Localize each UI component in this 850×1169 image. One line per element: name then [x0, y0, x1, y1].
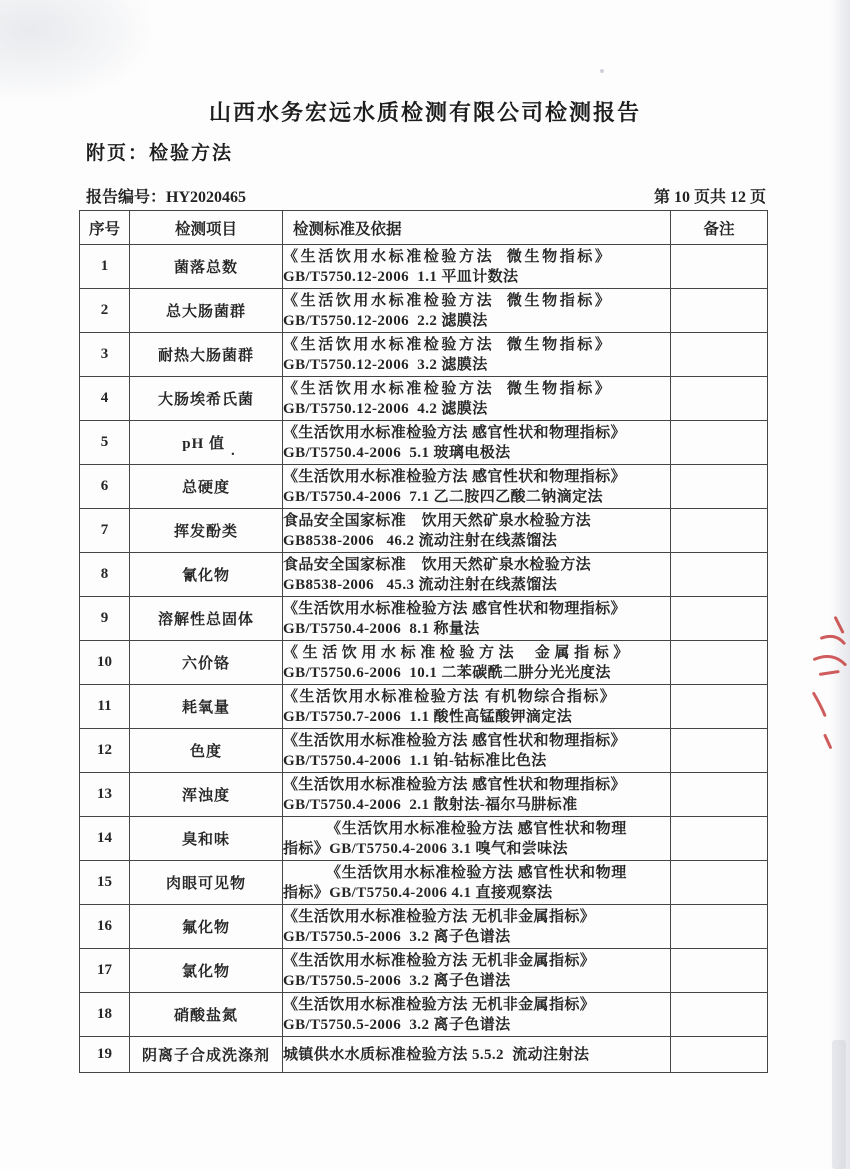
row-number-cell: 14: [80, 817, 130, 861]
remark-cell: [671, 949, 768, 993]
test-item-cell: [130, 861, 283, 905]
remark-cell: [671, 729, 768, 773]
table-row: [80, 597, 768, 641]
row-number-cell: 13: [80, 773, 130, 817]
standard-cell: [283, 993, 671, 1037]
standard-line: GB/T5750.7-2006 1.1 酸性高锰酸钾滴定法: [283, 708, 573, 725]
column-header-no: 序号: [80, 211, 130, 245]
standard-cell: [283, 817, 671, 861]
remark-cell: [671, 377, 768, 421]
standard-line: 指标》GB/T5750.4-2006 3.1 嗅气和尝味法: [283, 840, 568, 857]
row-number-cell: 12: [80, 729, 130, 773]
standard-cell: [283, 465, 671, 509]
table-header-row: [80, 211, 768, 245]
standard-line: GB/T5750.12-2006 3.2 滤膜法: [283, 356, 488, 373]
standard-line: 《生活饮用水标准检验方法 感官性状和物理指标》: [283, 468, 626, 485]
remark-cell: [671, 245, 768, 289]
table-row: [80, 333, 768, 377]
remark-cell: [671, 553, 768, 597]
table-row: [80, 421, 768, 465]
test-item-label: 臭和味: [181, 832, 230, 848]
remark-cell: [671, 421, 768, 465]
standard-line: 《生活饮用水标准检验方法 感官性状和物理: [326, 820, 627, 837]
test-item-cell: [130, 333, 283, 377]
standard-cell: [283, 729, 671, 773]
row-number-cell: 3: [80, 333, 130, 377]
test-item-cell: [130, 641, 283, 685]
test-item-cell: [130, 245, 283, 289]
test-item-label: 挥发酚类: [173, 524, 238, 540]
red-stamp-mark: [786, 610, 850, 760]
standard-line: GB/T5750.4-2006 7.1 乙二胺四乙酸二钠滴定法: [283, 488, 603, 505]
remark-cell: [671, 641, 768, 685]
test-item-label: 菌落总数: [173, 260, 238, 276]
remark-cell: [671, 685, 768, 729]
test-item-cell: [130, 905, 283, 949]
standard-cell: [283, 949, 671, 993]
standard-cell: [283, 773, 671, 817]
standard-line: 《生活饮用水标准检验方法 微生物指标》: [283, 248, 613, 265]
scan-edge-band: [830, 0, 850, 1169]
test-item-cell: [130, 553, 283, 597]
remark-cell: [671, 289, 768, 333]
row-number-cell: 7: [80, 509, 130, 553]
standard-line: 《生活饮用水标准检验方法 感官性状和物理指标》: [283, 424, 626, 441]
test-item-cell: [130, 729, 283, 773]
report-number: 报告编号：HY2020465: [86, 189, 247, 206]
standard-cell: [283, 421, 671, 465]
standard-cell: [283, 861, 671, 905]
standard-cell: [283, 685, 671, 729]
test-item-cell: [130, 949, 283, 993]
standard-line: 《生活饮用水标准检验方法 无机非金属指标》: [283, 952, 596, 969]
test-item-label: 耐热大肠菌群: [157, 348, 254, 364]
row-number-cell: 4: [80, 377, 130, 421]
column-header-standard: 检测标准及依据: [283, 211, 671, 245]
row-number-cell: 6: [80, 465, 130, 509]
test-item-label: 肉眼可见物: [165, 876, 246, 892]
standard-line: 《生活饮用水标准检验方法 无机非金属指标》: [283, 908, 596, 925]
remark-cell: [671, 993, 768, 1037]
test-item-label: 色度: [189, 744, 222, 760]
remark-cell: [671, 509, 768, 553]
table-row: [80, 949, 768, 993]
row-number-cell: 9: [80, 597, 130, 641]
row-number-cell: 11: [80, 685, 130, 729]
test-item-cell: [130, 685, 283, 729]
standard-line: GB/T5750.12-2006 1.1 平皿计数法: [283, 268, 519, 285]
test-item-cell: [130, 421, 283, 465]
table-row: [80, 905, 768, 949]
test-item-label: pH 值: [182, 436, 225, 452]
standard-line: GB/T5750.4-2006 8.1 称量法: [283, 620, 480, 637]
table-row: [80, 289, 768, 333]
column-header-remark: 备注: [671, 211, 768, 245]
standard-line: 《生活饮用水标准检验方法 金属指标》: [283, 644, 633, 661]
row-number-cell: 17: [80, 949, 130, 993]
remark-cell: [671, 861, 768, 905]
test-item-cell: [130, 289, 283, 333]
row-number-cell: 16: [80, 905, 130, 949]
standard-cell: [283, 597, 671, 641]
standard-line: 《生活饮用水标准检验方法 感官性状和物理: [326, 864, 627, 881]
test-item-cell: [130, 993, 283, 1037]
test-item-cell: [130, 817, 283, 861]
standard-cell: [283, 245, 671, 289]
standard-line: GB/T5750.4-2006 1.1 铂-钴标准比色法: [283, 752, 547, 769]
test-item-label: 大肠埃希氏菌: [157, 392, 254, 408]
standard-line: 城镇供水水质标准检验方法 5.5.2 流动注射法: [283, 1046, 590, 1063]
standard-line: 《生活饮用水标准检验方法 微生物指标》: [283, 380, 613, 397]
row-number-cell: 5: [80, 421, 130, 465]
standard-line: GB/T5750.5-2006 3.2 离子色谱法: [283, 1016, 511, 1033]
standard-line: GB/T5750.5-2006 3.2 离子色谱法: [283, 928, 511, 945]
test-item-label: 氯化物: [181, 964, 230, 980]
table-row: [80, 861, 768, 905]
standard-cell: [283, 509, 671, 553]
standard-line: GB/T5750.6-2006 10.1 二苯碳酰二肼分光光度法: [283, 664, 611, 681]
standard-line: 《生活饮用水标准检验方法 微生物指标》: [283, 336, 613, 353]
standard-line: 食品安全国家标准 饮用天然矿泉水检验方法: [283, 556, 592, 573]
test-item-cell: [130, 773, 283, 817]
test-item-cell: [130, 509, 283, 553]
table-row: [80, 245, 768, 289]
table-row: [80, 509, 768, 553]
test-item-label: 总大肠菌群: [165, 304, 246, 320]
standard-cell: [283, 553, 671, 597]
remark-cell: [671, 905, 768, 949]
standard-line: 《生活饮用水标准检验方法 无机非金属指标》: [283, 996, 596, 1013]
table-row: [80, 773, 768, 817]
standard-line: 《生活饮用水标准检验方法 感官性状和物理指标》: [283, 776, 626, 793]
row-number-cell: 19: [80, 1037, 130, 1073]
standard-line: GB/T5750.4-2006 5.1 玻璃电极法: [283, 444, 511, 461]
test-item-cell: [130, 377, 283, 421]
standard-cell: [283, 905, 671, 949]
row-number-cell: 15: [80, 861, 130, 905]
methods-table: [79, 210, 768, 1073]
standard-line: 《生活饮用水标准检验方法 感官性状和物理指标》: [283, 600, 626, 617]
stray-dot-mark: .: [231, 443, 236, 459]
standard-line: 《生活饮用水标准检验方法 感官性状和物理指标》: [283, 732, 626, 749]
scan-speck: [600, 69, 604, 73]
table-row: [80, 685, 768, 729]
test-item-label: 六价铬: [181, 656, 230, 672]
row-number-cell: 1: [80, 245, 130, 289]
test-item-label: 氰化物: [181, 568, 230, 584]
test-item-label: 浑浊度: [181, 788, 230, 804]
remark-cell: [671, 465, 768, 509]
remark-cell: [671, 817, 768, 861]
scan-smudge: [0, 0, 150, 100]
table-row: [80, 817, 768, 861]
remark-cell: [671, 1037, 768, 1073]
standard-line: 《生活饮用水标准检验方法 微生物指标》: [283, 292, 613, 309]
table-row: [80, 377, 768, 421]
row-number-cell: 2: [80, 289, 130, 333]
table-row: [80, 1037, 768, 1073]
table-row: [80, 729, 768, 773]
standard-line: GB8538-2006 45.3 流动注射在线蒸馏法: [283, 576, 558, 593]
row-number-cell: 10: [80, 641, 130, 685]
standard-cell: [283, 377, 671, 421]
page-title: 山西水务宏远水质检测有限公司检测报告: [208, 100, 641, 125]
standard-cell: [283, 289, 671, 333]
test-item-cell: [130, 597, 283, 641]
page-indicator: 第 10 页共 12 页: [653, 189, 766, 206]
standard-line: GB/T5750.4-2006 2.1 散射法-福尔马肼标准: [283, 796, 578, 813]
column-header-item: 检测项目: [130, 211, 283, 245]
scan-edge-band-lower: [832, 1040, 846, 1169]
remark-cell: [671, 333, 768, 377]
test-item-label: 硝酸盐氮: [173, 1008, 238, 1024]
test-item-label: 阴离子合成洗涤剂: [141, 1048, 270, 1064]
standard-line: 指标》GB/T5750.4-2006 4.1 直接观察法: [283, 884, 553, 901]
test-item-cell: [130, 1037, 283, 1073]
standard-line: 《生活饮用水标准检验方法 有机物综合指标》: [283, 688, 617, 705]
test-item-label: 氟化物: [181, 920, 230, 936]
test-item-label: 总硬度: [181, 480, 230, 496]
test-item-cell: [130, 465, 283, 509]
standard-line: 食品安全国家标准 饮用天然矿泉水检验方法: [283, 512, 592, 529]
test-item-label: 溶解性总固体: [157, 612, 254, 628]
remark-cell: [671, 597, 768, 641]
standard-line: GB/T5750.12-2006 4.2 滤膜法: [283, 400, 488, 417]
report-meta-row: [86, 184, 766, 207]
standard-line: GB/T5750.5-2006 3.2 离子色谱法: [283, 972, 511, 989]
table-row: [80, 553, 768, 597]
test-item-label: 耗氧量: [181, 700, 230, 716]
attachment-subtitle: 附页：检验方法: [86, 143, 234, 164]
standard-cell: [283, 641, 671, 685]
standard-line: GB/T5750.12-2006 2.2 滤膜法: [283, 312, 488, 329]
table-row: [80, 641, 768, 685]
table-row: [80, 465, 768, 509]
row-number-cell: 8: [80, 553, 130, 597]
standard-line: GB8538-2006 46.2 流动注射在线蒸馏法: [283, 532, 558, 549]
table-row: [80, 993, 768, 1037]
standard-cell: [283, 333, 671, 377]
row-number-cell: 18: [80, 993, 130, 1037]
standard-cell: [283, 1037, 671, 1073]
remark-cell: [671, 773, 768, 817]
